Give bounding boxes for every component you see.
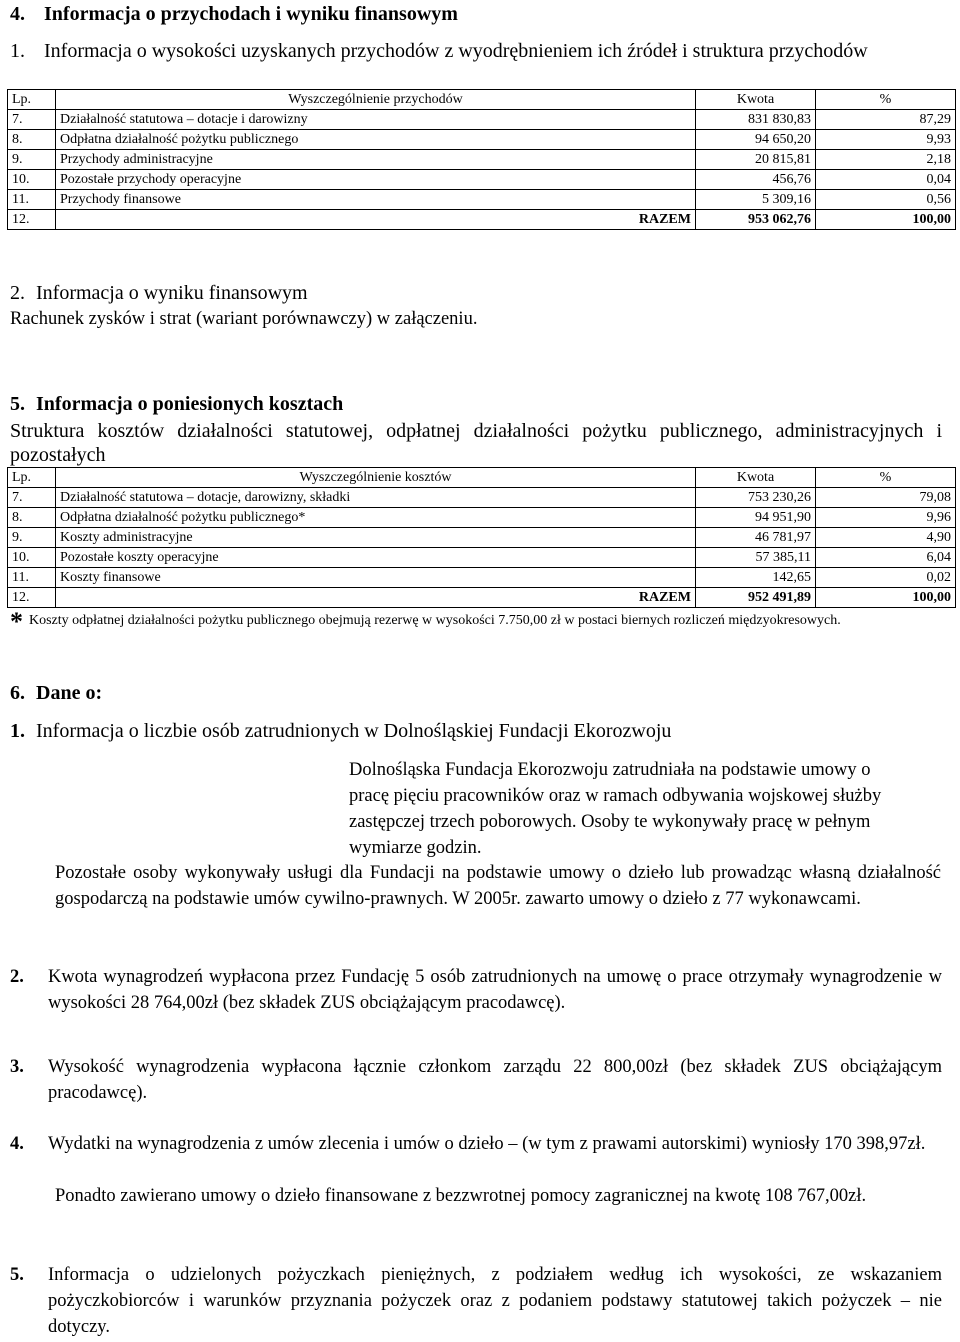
table-cell: 456,76: [696, 170, 816, 190]
table-cell: 831 830,83: [696, 110, 816, 130]
table-cell: 11.: [8, 568, 56, 588]
item-3-number-text: 3.: [10, 1057, 24, 1077]
item-5-text: Informacja o udzielonych pożyczkach pieniężnych, z podziałem według ich wysokości, ze wskazaniem pożyczkobiorców i warunków przyznania pożyczek oraz z podaniem podstawy statutowej takich pożyczek – nie dotyczy.: [48, 1265, 942, 1337]
item-2-number-text: 2.: [10, 967, 24, 987]
table-total-row: [8, 588, 956, 608]
table-cell: 79,08: [816, 488, 956, 508]
section-5-title: Informacja o poniesionych kosztach: [36, 393, 344, 415]
section-4-number: 4.: [10, 3, 25, 25]
table-row: [8, 190, 956, 210]
table-cell: Koszty administracyjne: [56, 528, 696, 548]
table-row: [8, 130, 956, 150]
section-6-heading: [10, 681, 102, 705]
table-cell: 8.: [8, 508, 56, 528]
table-cell: 12.: [8, 210, 56, 230]
table-cell: 7.: [8, 488, 56, 508]
header-cell: %: [816, 90, 956, 110]
table-header-row: [8, 90, 956, 110]
table-row: [8, 548, 956, 568]
total-label: RAZEM: [56, 588, 696, 608]
footnote-text: Koszty odpłatnej działalności pożytku publicznego obejmują rezerwę w wysokości 7.750,00 zł w postaci biernych rozliczeń międzyokresowych.: [29, 613, 841, 628]
table-cell: 10.: [8, 548, 56, 568]
total-percent: 100,00: [816, 210, 956, 230]
table-cell: 12.: [8, 588, 56, 608]
item-2-text: Kwota wynagrodzeń wypłacona przez Fundację 5 osób zatrudnionych na umowę o prace otrzymały wynagrodzenie w wysokości 28 764,00zł (bez składek ZUS obciążającym pracodawcę).: [48, 967, 942, 1013]
section-4-title: Informacja o przychodach i wyniku finansowym: [44, 3, 458, 25]
table-cell: 11.: [8, 190, 56, 210]
table-cell: 9.: [8, 528, 56, 548]
table-row: [8, 508, 956, 528]
table-row: [8, 528, 956, 548]
item-1-title: Informacja o liczbie osób zatrudnionych w Dolnośląskiej Fundacji Ekorozwoju: [36, 720, 672, 742]
table-cell: 8.: [8, 130, 56, 150]
table-header-row: [8, 468, 956, 488]
header-cell: Wyszczególnienie przychodów: [56, 90, 696, 110]
table-cell: Przychody administracyjne: [56, 150, 696, 170]
table-cell: Działalność statutowa – dotacje, darowizny, składki: [56, 488, 696, 508]
header-cell: Lp.: [8, 468, 56, 488]
table-cell: 2,18: [816, 150, 956, 170]
table-cell: 46 781,97: [696, 528, 816, 548]
table-cell: 94 951,90: [696, 508, 816, 528]
table-cell: 87,29: [816, 110, 956, 130]
section-4-heading: [10, 2, 458, 26]
table-cell: Działalność statutowa – dotacje i darowizny: [56, 110, 696, 130]
table-cell: 0,02: [816, 568, 956, 588]
item-5-number-text: 5.: [10, 1265, 24, 1285]
table-cell: 10.: [8, 170, 56, 190]
item-4-number-text: 4.: [10, 1134, 24, 1154]
item-1-paragraph-2: Pozostałe osoby wykonywały usługi dla Fundacji na podstawie umowy o dzieło lub prowadząc własną działalność gospodarczą na podstawie umów cywilno-prawnych. W 2005r. zawarto umowy o dzieło z 77 wykonawcami.: [55, 863, 941, 909]
footnote-asterisk: *: [10, 607, 23, 636]
total-amount: 952 491,89: [696, 588, 816, 608]
header-cell: %: [816, 468, 956, 488]
subsection-1-number: 1.: [10, 40, 25, 62]
table-cell: Pozostałe przychody operacyjne: [56, 170, 696, 190]
item-1-number: 1.: [10, 720, 25, 742]
revenue-table: [7, 89, 956, 230]
item-4-number: [10, 1131, 24, 1157]
section-5-intro: Struktura kosztów działalności statutowej, odpłatnej działalności pożytku publicznego, administracyjnych i pozostałych: [10, 420, 942, 466]
section-5-number: 5.: [10, 393, 25, 415]
table-row: [8, 110, 956, 130]
header-cell: Wyszczególnienie kosztów: [56, 468, 696, 488]
table-row: [8, 568, 956, 588]
total-percent: 100,00: [816, 588, 956, 608]
table-cell: 9,96: [816, 508, 956, 528]
section-5-heading: [10, 392, 343, 416]
table-cell: 9,93: [816, 130, 956, 150]
cost-footnote: [10, 607, 942, 636]
subsection-1-title: Informacja o wysokości uzyskanych przychodów z wyodrębnieniem ich źródeł i struktura przychodów: [44, 40, 868, 62]
table-cell: 6,04: [816, 548, 956, 568]
subsection-2-title: Informacja o wyniku finansowym: [36, 282, 308, 304]
item-2-number: [10, 964, 24, 990]
table-cell: 753 230,26: [696, 488, 816, 508]
subsection-2-number: 2.: [10, 282, 25, 304]
table-cell: Pozostałe koszty operacyjne: [56, 548, 696, 568]
table-cell: Odpłatna działalność pożytku publicznego: [56, 130, 696, 150]
item-5-number: [10, 1262, 24, 1288]
table-cell: 7.: [8, 110, 56, 130]
item-4-text: Wydatki na wynagrodzenia z umów zlecenia i umów o dzieło – (w tym z prawami autorskimi) wyniosły 170 398,97zł.: [48, 1134, 926, 1154]
item-1-paragraph-1: Dolnośląska Fundacja Ekorozwoju zatrudniała na podstawie umowy o pracę pięciu pracowników oraz w ramach odbywania wojskowej służby zastępczej trzech poborowych. Osoby te wykonywały pracę w pełnym wymiarze godzin.: [349, 760, 882, 858]
total-label: RAZEM: [56, 210, 696, 230]
header-cell: Lp.: [8, 90, 56, 110]
total-amount: 953 062,76: [696, 210, 816, 230]
header-cell: Kwota: [696, 468, 816, 488]
header-cell: Kwota: [696, 90, 816, 110]
table-cell: 4,90: [816, 528, 956, 548]
cost-table: [7, 467, 956, 608]
table-cell: 94 650,20: [696, 130, 816, 150]
table-row: [8, 488, 956, 508]
item-4-text-2: Ponadto zawierano umowy o dzieło finansowane z bezzwrotnej pomocy zagranicznej na kwotę 108 767,00zł.: [55, 1186, 867, 1206]
table-cell: Przychody finansowe: [56, 190, 696, 210]
item-3-number: [10, 1054, 24, 1080]
table-row: [8, 170, 956, 190]
table-cell: 20 815,81: [696, 150, 816, 170]
table-total-row: [8, 210, 956, 230]
subsection-2-text: Rachunek zysków i strat (wariant porównawczy) w załączeniu.: [10, 309, 478, 329]
table-row: [8, 150, 956, 170]
item-1-heading: [10, 719, 671, 743]
table-cell: 57 385,11: [696, 548, 816, 568]
subsection-2-heading: [10, 281, 308, 305]
section-6-number: 6.: [10, 682, 25, 704]
table-cell: Koszty finansowe: [56, 568, 696, 588]
table-cell: 0,56: [816, 190, 956, 210]
table-cell: 9.: [8, 150, 56, 170]
table-cell: 0,04: [816, 170, 956, 190]
table-cell: Odpłatna działalność pożytku publicznego*: [56, 508, 696, 528]
item-3-text: Wysokość wynagrodzenia wypłacona łącznie członkom zarządu 22 800,00zł (bez składek ZUS obciążającym pracodawcę).: [48, 1057, 942, 1103]
subsection-1-heading: [10, 39, 910, 63]
table-cell: 142,65: [696, 568, 816, 588]
table-cell: 5 309,16: [696, 190, 816, 210]
section-6-title: Dane o:: [36, 682, 103, 704]
